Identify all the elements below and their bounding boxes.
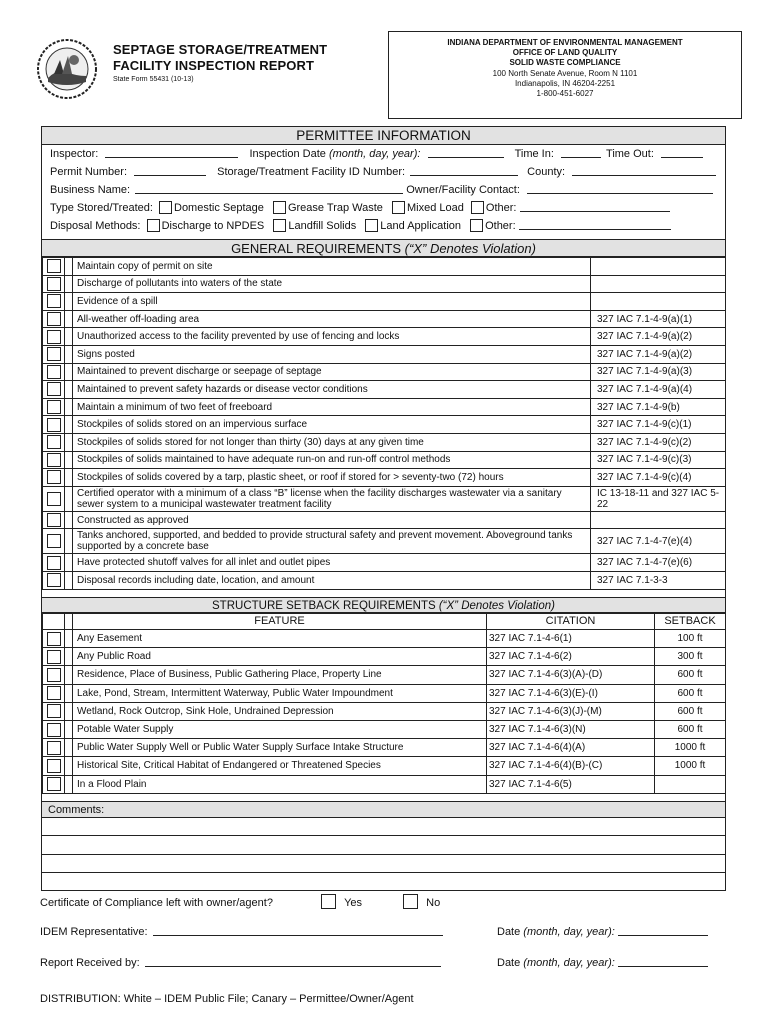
idem-rep-field[interactable] (153, 924, 443, 936)
time-out-label: Time Out: (606, 148, 654, 160)
comment-line[interactable] (42, 872, 725, 873)
general-heading-note: (“X” Denotes Violation) (404, 241, 536, 256)
title-line-2: FACILITY INSPECTION REPORT (113, 58, 314, 73)
requirement-row (43, 310, 726, 328)
certificate-line (40, 894, 440, 909)
comment-line[interactable] (42, 835, 725, 836)
requirement-citation: 327 IAC 7.1-4-9(b) (591, 398, 726, 416)
county-field[interactable] (572, 165, 716, 176)
setback-requirements-heading (42, 597, 725, 613)
spacer-cell (65, 554, 73, 572)
comments-heading: Comments: (42, 801, 725, 818)
spacer-cell (65, 739, 73, 757)
setback-row (43, 757, 726, 775)
disposal-other-field[interactable] (519, 219, 671, 230)
setback-row (43, 739, 726, 757)
requirement-text: Evidence of a spill (73, 293, 591, 311)
violation-checkbox[interactable] (47, 382, 61, 396)
violation-checkbox-cell (43, 451, 65, 469)
violation-checkbox-cell (43, 720, 65, 738)
violation-checkbox-cell (43, 511, 65, 529)
violation-checkbox[interactable] (47, 312, 61, 326)
general-requirements-table (42, 257, 726, 590)
report-received-label: Report Received by: (40, 957, 140, 969)
setback-distance (655, 775, 726, 793)
county-label: County: (527, 166, 566, 178)
landfill-checkbox[interactable] (273, 219, 286, 232)
violation-checkbox[interactable] (47, 330, 61, 344)
comment-line[interactable] (42, 854, 725, 855)
grease-trap-checkbox[interactable] (273, 201, 286, 214)
setback-heading-note: (“X” Denotes Violation) (438, 600, 555, 612)
requirement-text: Certified operator with a minimum of a class “B” license when the facility discharges wastewater via a sanitary sewer system to a municipal wastewater treatment facility (73, 486, 591, 511)
requirement-row (43, 486, 726, 511)
facility-id-field[interactable] (410, 165, 518, 176)
type-other-checkbox[interactable] (471, 201, 484, 214)
owner-contact-label: Owner/Facility Contact: (406, 184, 520, 196)
grease-trap-label: Grease Trap Waste (287, 202, 383, 214)
requirement-text: Disposal records including date, location, and amount (73, 571, 591, 589)
setback-citation: 327 IAC 7.1-4-6(4)(B)-(C) (487, 757, 655, 775)
spacer-cell (65, 702, 73, 720)
requirement-row (43, 328, 726, 346)
requirement-citation: 327 IAC 7.1-4-9(a)(2) (591, 328, 726, 346)
violation-checkbox[interactable] (47, 741, 61, 755)
setback-citation: 327 IAC 7.1-4-6(4)(A) (487, 739, 655, 757)
setback-distance: 600 ft (655, 702, 726, 720)
violation-checkbox-cell (43, 258, 65, 276)
setback-row (43, 720, 726, 738)
violation-checkbox-cell (43, 739, 65, 757)
spacer-cell (65, 328, 73, 346)
setback-feature: In a Flood Plain (73, 775, 487, 793)
requirement-text: Maintained to prevent safety hazards or disease vector conditions (73, 381, 591, 399)
violation-checkbox-cell (43, 469, 65, 487)
violation-checkbox[interactable] (47, 347, 61, 361)
spacer-cell (65, 486, 73, 511)
spacer-cell (65, 630, 73, 648)
violation-checkbox-cell (43, 275, 65, 293)
inspection-date-hint: (month, day, year): (328, 148, 421, 160)
inspector-line (50, 145, 722, 163)
requirement-citation: 327 IAC 7.1-4-9(a)(3) (591, 363, 726, 381)
land-application-label: Land Application (380, 220, 462, 232)
requirement-row (43, 275, 726, 293)
requirement-row (43, 398, 726, 416)
requirement-row (43, 451, 726, 469)
setback-column-header: SETBACK (655, 614, 726, 630)
setback-feature: Public Water Supply Well or Public Water Supply Surface Intake Structure (73, 739, 487, 757)
setback-citation: 327 IAC 7.1-4-6(5) (487, 775, 655, 793)
violation-checkbox[interactable] (47, 573, 61, 587)
violation-checkbox-cell (43, 310, 65, 328)
setback-row (43, 630, 726, 648)
requirement-text: Stockpiles of solids covered by a tarp, plastic sheet, or roof if stored for > seventy-two (72) hours (73, 469, 591, 487)
requirement-citation: 327 IAC 7.1-4-9(c)(4) (591, 469, 726, 487)
setback-requirements-table (42, 613, 726, 794)
permit-number-line (50, 163, 722, 181)
spacer-cell (65, 381, 73, 399)
violation-checkbox[interactable] (47, 534, 61, 548)
inspection-date-label: Inspection Date (249, 148, 329, 160)
spacer-cell (65, 275, 73, 293)
time-out-field[interactable] (661, 147, 703, 158)
header-gap-col (65, 614, 73, 630)
business-name-line (50, 181, 722, 199)
requirement-citation (591, 293, 726, 311)
requirement-citation (591, 511, 726, 529)
title-line-1: SEPTAGE STORAGE/TREATMENT (113, 42, 328, 57)
requirement-row (43, 529, 726, 554)
requirement-row (43, 258, 726, 276)
state-seal-logo (34, 38, 100, 100)
mixed-load-label: Mixed Load (406, 202, 464, 214)
spacer-cell (65, 469, 73, 487)
setback-distance: 1000 ft (655, 739, 726, 757)
requirement-row (43, 363, 726, 381)
violation-checkbox[interactable] (47, 365, 61, 379)
spacer-cell (65, 451, 73, 469)
violation-checkbox[interactable] (47, 435, 61, 449)
requirement-row (43, 416, 726, 434)
requirement-text: Have protected shutoff valves for all inlet and outlet pipes (73, 554, 591, 572)
general-heading-text: GENERAL REQUIREMENTS (231, 241, 405, 256)
spacer-cell (65, 258, 73, 276)
business-name-field[interactable] (135, 183, 403, 194)
violation-checkbox-cell (43, 702, 65, 720)
requirement-citation: 327 IAC 7.1-4-9(c)(3) (591, 451, 726, 469)
violation-checkbox-cell (43, 571, 65, 589)
requirement-citation (591, 275, 726, 293)
setback-feature: Lake, Pond, Stream, Intermittent Waterway, Public Water Impoundment (73, 684, 487, 702)
spacer-cell (65, 648, 73, 666)
idem-rep-line (40, 924, 443, 938)
requirement-text: All-weather off-loading area (73, 310, 591, 328)
setback-distance: 600 ft (655, 666, 726, 684)
requirement-row (43, 554, 726, 572)
received-date-label: Date (497, 957, 524, 969)
setback-feature: Wetland, Rock Outcrop, Sink Hole, Undrained Depression (73, 702, 487, 720)
spacer-cell (65, 398, 73, 416)
requirement-citation: 327 IAC 7.1-4-7(e)(6) (591, 554, 726, 572)
setback-feature: Historical Site, Critical Habitat of Endangered or Threatened Species (73, 757, 487, 775)
violation-checkbox-cell (43, 648, 65, 666)
violation-checkbox[interactable] (47, 759, 61, 773)
violation-checkbox[interactable] (47, 704, 61, 718)
agency-address-box (388, 31, 742, 119)
requirement-text: Tanks anchored, supported, and bedded to provide structural safety and prevent movement. Aboveground tanks supported by a concrete base (73, 529, 591, 554)
permit-number-label: Permit Number: (50, 166, 128, 178)
violation-checkbox-cell (43, 293, 65, 311)
spacer-cell (65, 416, 73, 434)
owner-contact-field[interactable] (527, 183, 713, 194)
requirement-text: Maintain copy of permit on site (73, 258, 591, 276)
setback-feature: Potable Water Supply (73, 720, 487, 738)
violation-checkbox[interactable] (47, 470, 61, 484)
requirement-row (43, 293, 726, 311)
type-other-label: Other: (485, 202, 517, 214)
violation-checkbox[interactable] (47, 650, 61, 664)
violation-checkbox-cell (43, 630, 65, 648)
violation-checkbox[interactable] (47, 686, 61, 700)
setback-distance: 600 ft (655, 684, 726, 702)
setback-row (43, 775, 726, 793)
spacer-cell (65, 363, 73, 381)
requirement-citation: 327 IAC 7.1-3-3 (591, 571, 726, 589)
violation-checkbox[interactable] (47, 492, 61, 506)
spacer-cell (65, 720, 73, 738)
requirement-citation: 327 IAC 7.1-4-9(a)(4) (591, 381, 726, 399)
violation-checkbox[interactable] (47, 556, 61, 570)
setback-row (43, 648, 726, 666)
spacer-cell (65, 433, 73, 451)
time-in-field[interactable] (561, 147, 601, 158)
permittee-info-heading: PERMITTEE INFORMATION (42, 127, 725, 145)
permit-number-field[interactable] (134, 165, 206, 176)
violation-checkbox-cell (43, 416, 65, 434)
report-received-field[interactable] (145, 955, 441, 967)
violation-checkbox-cell (43, 381, 65, 399)
certificate-yes-checkbox[interactable] (321, 894, 336, 909)
requirement-row (43, 433, 726, 451)
requirement-text: Stockpiles of solids maintained to have adequate run-on and run-off control methods (73, 451, 591, 469)
spacer-cell (65, 666, 73, 684)
setback-row (43, 666, 726, 684)
setback-feature: Any Public Road (73, 648, 487, 666)
form-title (113, 42, 327, 83)
certificate-no-label: No (426, 897, 441, 909)
requirement-text: Discharge of pollutants into waters of the state (73, 275, 591, 293)
requirement-citation: 327 IAC 7.1-4-9(a)(1) (591, 310, 726, 328)
requirement-text: Stockpiles of solids stored on an impervious surface (73, 416, 591, 434)
violation-checkbox-cell (43, 666, 65, 684)
setback-citation: 327 IAC 7.1-4-6(3)(E)-(I) (487, 684, 655, 702)
feature-column-header: FEATURE (73, 614, 487, 630)
inspection-form-body (41, 126, 726, 891)
requirement-text: Maintained to prevent discharge or seepage of septage (73, 363, 591, 381)
setback-row (43, 702, 726, 720)
setback-distance: 100 ft (655, 630, 726, 648)
time-in-label: Time In: (514, 148, 554, 160)
requirement-text: Signs posted (73, 345, 591, 363)
violation-checkbox[interactable] (47, 400, 61, 414)
landfill-label: Landfill Solids (288, 220, 357, 232)
violation-checkbox-cell (43, 486, 65, 511)
setback-distance: 1000 ft (655, 757, 726, 775)
requirement-text: Unauthorized access to the facility prevented by use of fencing and locks (73, 328, 591, 346)
requirement-citation: 327 IAC 7.1-4-9(c)(1) (591, 416, 726, 434)
spacer-cell (65, 310, 73, 328)
violation-checkbox[interactable] (47, 513, 61, 527)
state-form-number: State Form 55431 (10-13) (113, 76, 194, 83)
violation-checkbox-cell (43, 529, 65, 554)
setback-feature: Any Easement (73, 630, 487, 648)
land-application-checkbox[interactable] (365, 219, 378, 232)
spacer-cell (65, 529, 73, 554)
spacer-cell (65, 571, 73, 589)
business-name-label: Business Name: (50, 184, 131, 196)
type-stored-label: Type Stored/Treated: (50, 202, 153, 214)
requirement-row (43, 381, 726, 399)
violation-checkbox-cell (43, 775, 65, 793)
mixed-load-checkbox[interactable] (392, 201, 405, 214)
requirement-text: Maintain a minimum of two feet of freeboard (73, 398, 591, 416)
certificate-no-checkbox[interactable] (403, 894, 418, 909)
requirement-citation: 327 IAC 7.1-4-9(c)(2) (591, 433, 726, 451)
setback-citation: 327 IAC 7.1-4-6(1) (487, 630, 655, 648)
idem-date-hint: (month, day, year): (523, 926, 615, 938)
violation-checkbox[interactable] (47, 723, 61, 737)
violation-checkbox-cell (43, 398, 65, 416)
disposal-methods-line (50, 217, 722, 235)
spacer-cell (65, 511, 73, 529)
violation-checkbox[interactable] (47, 294, 61, 308)
violation-checkbox[interactable] (47, 259, 61, 273)
violation-checkbox-cell (43, 328, 65, 346)
npdes-label: Discharge to NPDES (161, 220, 265, 232)
report-received-line (40, 955, 441, 969)
spacer-cell (65, 757, 73, 775)
disposal-methods-label: Disposal Methods: (50, 220, 141, 232)
requirement-row (43, 345, 726, 363)
violation-checkbox[interactable] (47, 277, 61, 291)
violation-checkbox-cell (43, 684, 65, 702)
violation-checkbox-cell (43, 345, 65, 363)
requirement-text: Constructed as approved (73, 511, 591, 529)
general-requirements-heading (42, 239, 725, 257)
setback-citation: 327 IAC 7.1-4-6(3)(N) (487, 720, 655, 738)
disposal-other-label: Other: (485, 220, 516, 232)
setback-citation: 327 IAC 7.1-4-6(3)(J)-(M) (487, 702, 655, 720)
inspector-label: Inspector: (50, 148, 99, 160)
setback-header-row (43, 614, 726, 630)
received-date-hint: (month, day, year): (523, 957, 615, 969)
inspection-date-field[interactable] (428, 147, 504, 158)
violation-checkbox[interactable] (47, 777, 61, 791)
spacer-cell (65, 775, 73, 793)
idem-date-line (497, 924, 708, 938)
idem-rep-label: IDEM Representative: (40, 926, 148, 938)
violation-checkbox-cell (43, 363, 65, 381)
certificate-question: Certificate of Compliance left with owner/agent? (40, 897, 273, 909)
violation-checkbox[interactable] (47, 418, 61, 432)
agency-street: 100 North Senate Avenue, Room N 1101 (492, 68, 638, 78)
violation-checkbox-cell (43, 757, 65, 775)
permittee-info-fields (50, 145, 722, 235)
agency-division: SOLID WASTE COMPLIANCE (509, 58, 621, 68)
type-other-field[interactable] (520, 201, 670, 212)
requirement-citation: IC 13-18-11 and 327 IAC 5-22 (591, 486, 726, 511)
spacer-cell (65, 684, 73, 702)
received-date-line (497, 955, 708, 969)
spacer-cell (65, 293, 73, 311)
domestic-septage-label: Domestic Septage (174, 202, 264, 214)
domestic-septage-checkbox[interactable] (159, 201, 172, 214)
setback-distance: 600 ft (655, 720, 726, 738)
agency-phone: 1-800-451-6027 (536, 89, 594, 99)
spacer-cell (65, 345, 73, 363)
violation-checkbox[interactable] (47, 632, 61, 646)
requirement-citation (591, 258, 726, 276)
citation-column-header: CITATION (487, 614, 655, 630)
certificate-yes-label: Yes (344, 897, 363, 909)
npdes-checkbox[interactable] (147, 219, 160, 232)
idem-date-field[interactable] (618, 924, 708, 936)
disposal-other-checkbox[interactable] (470, 219, 483, 232)
agency-name: INDIANA DEPARTMENT OF ENVIRONMENTAL MANAGEMENT (447, 38, 683, 47)
violation-checkbox[interactable] (47, 668, 61, 682)
requirement-text: Stockpiles of solids stored for not longer than thirty (30) days at any given time (73, 433, 591, 451)
setback-citation: 327 IAC 7.1-4-6(3)(A)-(D) (487, 666, 655, 684)
requirement-row (43, 511, 726, 529)
header-check-col (43, 614, 65, 630)
received-date-field[interactable] (618, 955, 708, 967)
setback-feature: Residence, Place of Business, Public Gathering Place, Property Line (73, 666, 487, 684)
agency-office: OFFICE OF LAND QUALITY (512, 48, 618, 58)
violation-checkbox-cell (43, 433, 65, 451)
violation-checkbox[interactable] (47, 453, 61, 467)
setback-citation: 327 IAC 7.1-4-6(2) (487, 648, 655, 666)
requirement-citation: 327 IAC 7.1-4-7(e)(4) (591, 529, 726, 554)
facility-id-label: Storage/Treatment Facility ID Number: (217, 166, 406, 178)
setback-row (43, 684, 726, 702)
setback-distance: 300 ft (655, 648, 726, 666)
requirement-row (43, 469, 726, 487)
distribution-note: DISTRIBUTION: White – IDEM Public File; Canary – Permittee/Owner/Agent (40, 993, 414, 1005)
agency-city: Indianapolis, IN 46204-2251 (514, 78, 616, 88)
requirement-row (43, 571, 726, 589)
idem-date-label: Date (497, 926, 524, 938)
violation-checkbox-cell (43, 554, 65, 572)
inspector-field[interactable] (105, 147, 238, 158)
type-stored-line (50, 199, 722, 217)
requirement-citation: 327 IAC 7.1-4-9(a)(2) (591, 345, 726, 363)
setback-heading-text: STRUCTURE SETBACK REQUIREMENTS (212, 600, 439, 612)
